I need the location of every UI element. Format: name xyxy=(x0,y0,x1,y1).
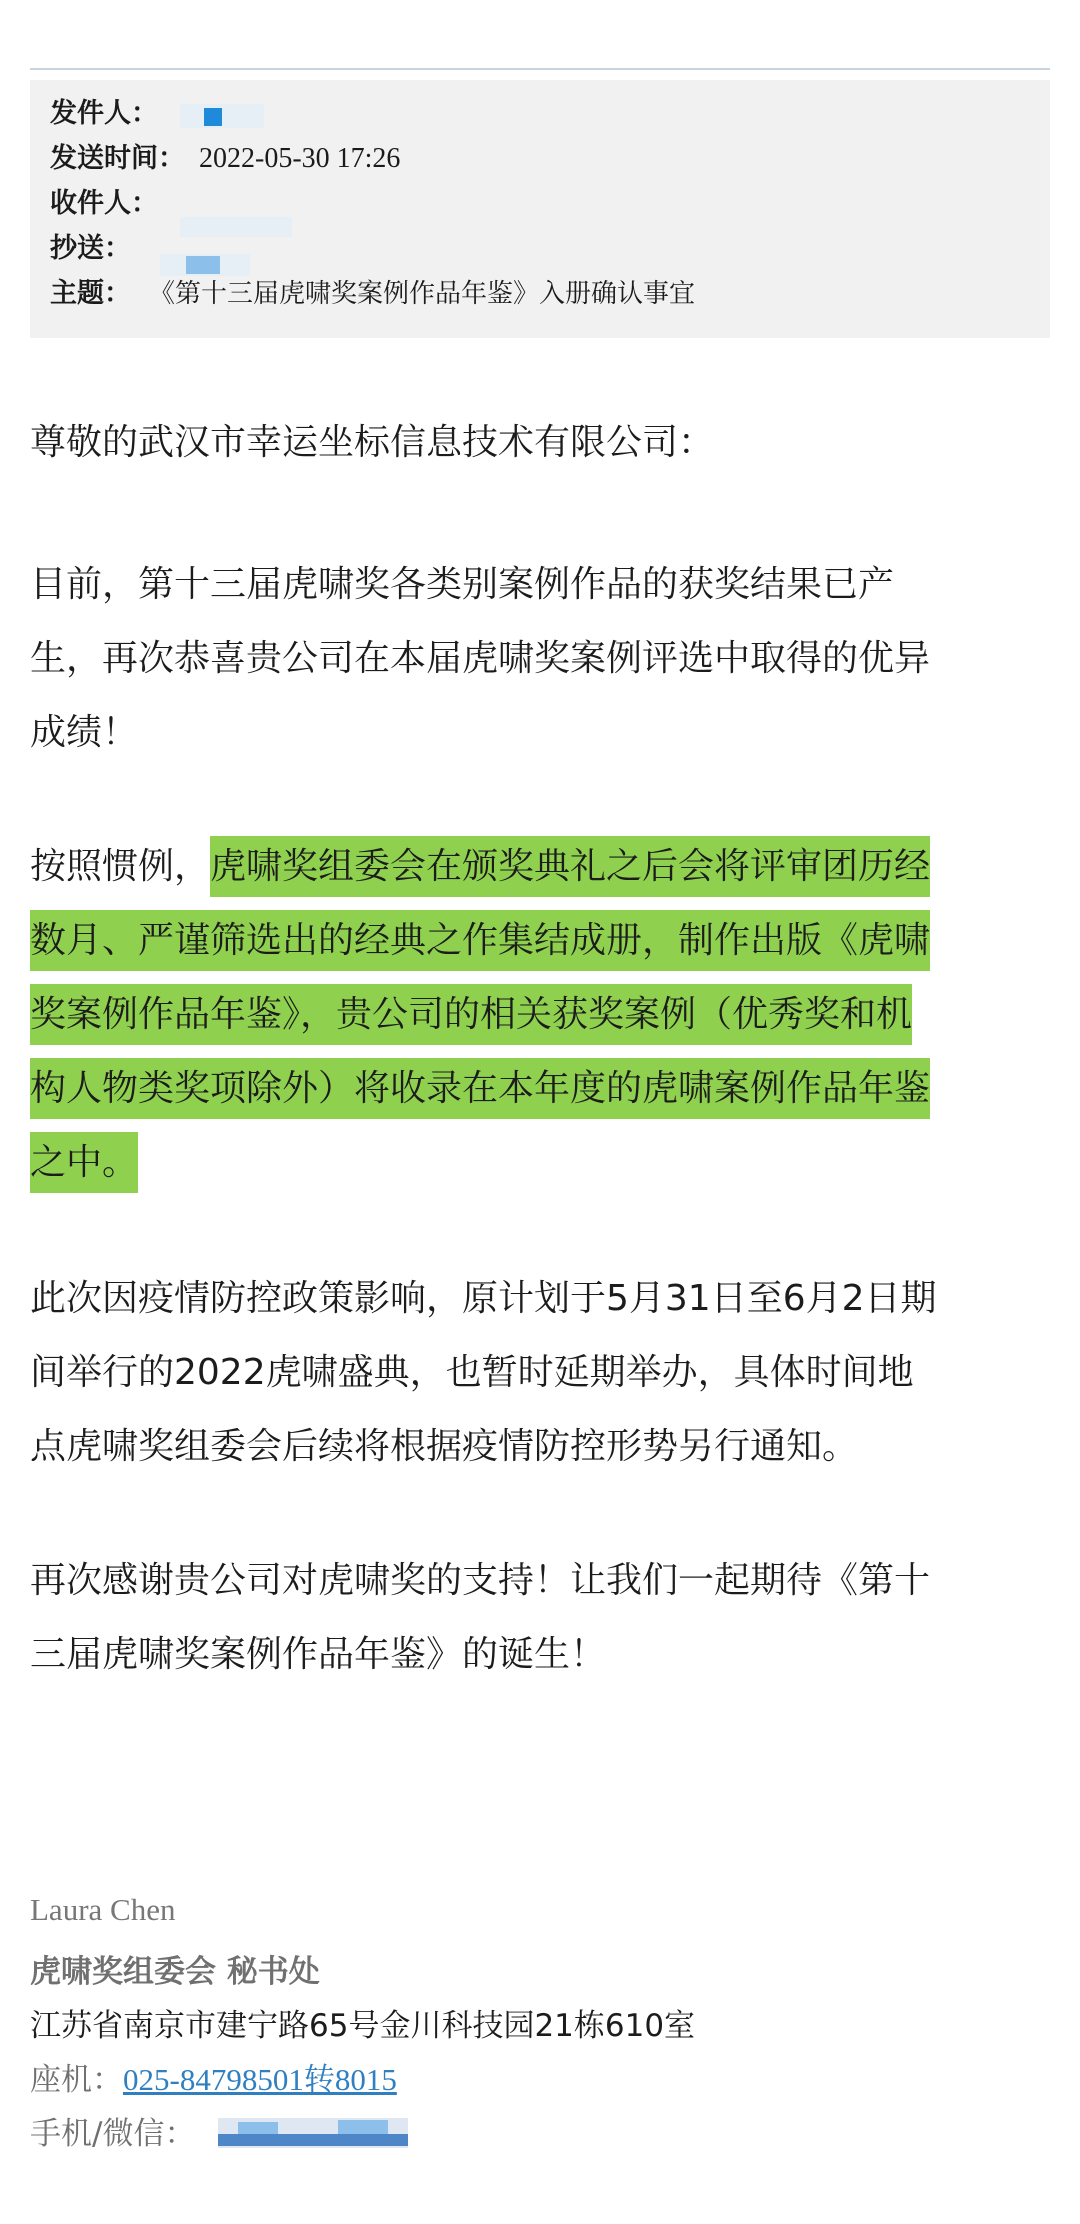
cc-redacted xyxy=(160,254,250,276)
p4-line-2: 三届虎啸奖案例作品年鉴》的诞生！ xyxy=(30,1634,607,1675)
salutation: 尊敬的武汉市幸运坐标信息技术有限公司： xyxy=(30,422,715,463)
p2-highlight-3: 奖案例作品年鉴》，贵公司的相关获奖案例（优秀奖和机 xyxy=(30,984,912,1045)
p2-highlight-4: 构人物类奖项除外）将收录在本年度的虎啸案例作品年鉴 xyxy=(30,1058,930,1119)
signature-org: 虎啸奖组委会 秘书处 xyxy=(30,1954,320,1990)
mobile-label: 手机/微信： xyxy=(30,2116,196,2152)
paragraph-2 xyxy=(30,830,1055,1200)
p3-line-2: 间举行的2022虎啸盛典，也暂时延期举办，具体时间地 xyxy=(30,1352,914,1393)
p2-highlight-5: 之中。 xyxy=(30,1132,138,1193)
p1-line-3: 成绩！ xyxy=(30,712,139,753)
p2-highlight-1: 虎啸奖组委会在颁奖典礼之后会将评审团历经 xyxy=(210,836,930,897)
p3-line-3: 点虎啸奖组委会后续将根据疫情防控形势另行通知。 xyxy=(30,1426,859,1467)
p2-lead: 按照惯例， xyxy=(30,846,211,887)
to-label: 收件人： xyxy=(50,188,158,219)
from-label: 发件人： xyxy=(50,98,158,129)
paragraph-4 xyxy=(30,1544,1055,1692)
from-redacted xyxy=(180,104,264,128)
to-redacted xyxy=(180,217,292,237)
email-header xyxy=(30,80,1050,338)
cc-label: 抄送： xyxy=(50,233,131,264)
subject-label: 主题： xyxy=(50,278,131,309)
p3-line-1: 此次因疫情防控政策影响，原计划于5月31日至6月2日期 xyxy=(30,1278,937,1319)
paragraph-3 xyxy=(30,1262,1055,1484)
signature-name: Laura Chen xyxy=(30,1892,176,1927)
subject-row xyxy=(50,274,695,314)
paragraph-1 xyxy=(30,548,1055,770)
top-divider xyxy=(30,68,1050,70)
phone-link[interactable]: 025-84798501转8015 xyxy=(123,2062,397,2097)
p1-line-2: 生，再次恭喜贵公司在本届虎啸奖案例评选中取得的优异 xyxy=(30,638,931,679)
phone-label: 座机： xyxy=(30,2062,123,2098)
signature-phone xyxy=(30,2054,397,2099)
to-row xyxy=(50,184,158,224)
cc-row xyxy=(50,229,131,269)
p1-line-1: 目前，第十三届虎啸奖各类别案例作品的获奖结果已产 xyxy=(30,564,895,605)
from-row xyxy=(50,94,158,134)
sent-label: 发送时间： xyxy=(50,143,185,174)
signature-address: 江苏省南京市建宁路65号金川科技园21栋610室 xyxy=(30,2008,696,2044)
signature-mobile xyxy=(30,2108,195,2153)
sent-row xyxy=(50,139,400,179)
subject-text: 《第十三届虎啸奖案例作品年鉴》入册确认事宜 xyxy=(149,279,696,309)
sent-time: 2022-05-30 17:26 xyxy=(199,143,401,174)
p4-line-1: 再次感谢贵公司对虎啸奖的支持！让我们一起期待《第十 xyxy=(30,1560,931,1601)
p2-highlight-2: 数月、严谨筛选出的经典之作集结成册，制作出版《虎啸 xyxy=(30,910,930,971)
mobile-redacted xyxy=(218,2118,408,2148)
